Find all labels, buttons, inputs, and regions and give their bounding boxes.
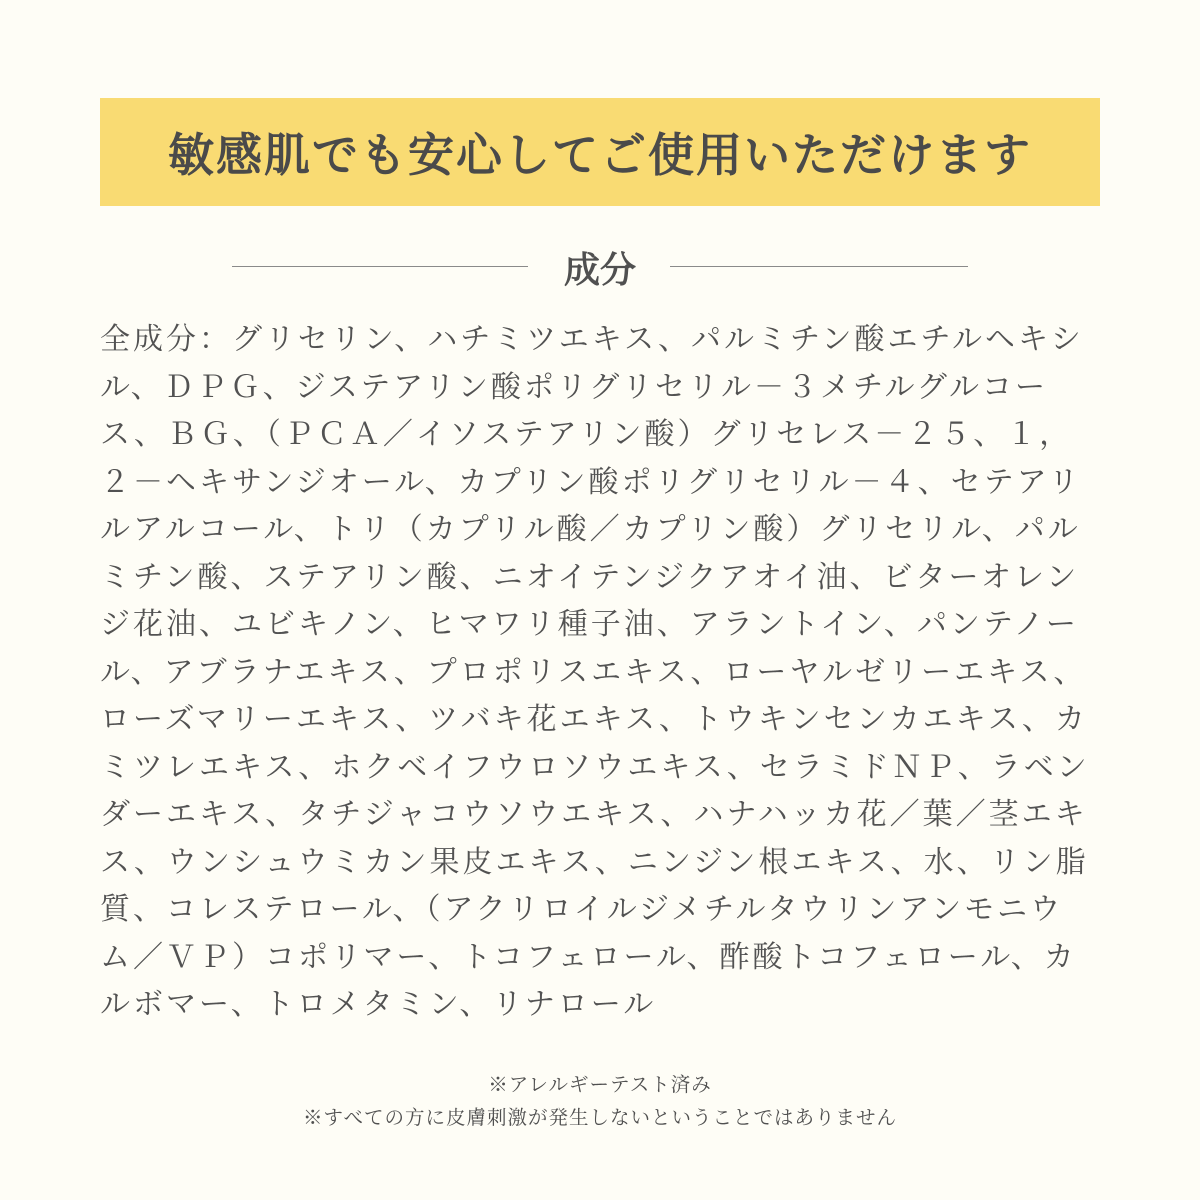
ingredients-heading-text: 成分 [563,249,636,291]
ingredients-line: ２－ヘキサンジオール、カプリン酸ポリグリセリル－４、セテアリ [100,464,1082,500]
ingredients-line: ジ花油、ユビキノン、ヒマワリ種子油、アラントイン、パンテノー [100,607,1079,642]
ingredients-line: ム／ＶＰ）コポリマー、トコフェロール、酢酸トコフェロール、カ [100,939,1077,975]
ingredients-line: ルアルコール、トリ（カプリル酸／カプリン酸）グリセリル、パル [100,512,1081,547]
ingredients-line: ル、ＤＰＧ、ジステアリン酸ポリグリセリル－３メチルグルコー [100,369,1048,405]
allergy-test-note: ※アレルギーテスト済み [488,1073,712,1096]
ingredients-line: ス、ウンシュウミカン果皮エキス、ニンジン根エキス、水、リン脂 [100,844,1089,880]
ingredients-line: ミツレエキス、ホクベイフウロソウエキス、セラミドＮＰ、ラベン [100,749,1090,785]
ingredients-line: ダーエキス、タチジャコウソウエキス、ハナハッカ花／葉／茎エキ [100,797,1088,832]
ingredients-line: 質、コレステロール、（アクリロイルジメチルタウリンアンモニウ [100,892,1064,927]
ingredients-list [100,316,1100,1029]
ingredients-line: ル、アブラナエキス、プロポリスエキス、ローヤルゼリーエキス、 [100,654,1087,690]
headline-banner [100,98,1100,206]
ingredients-line: ローズマリーエキス、ツバキ花エキス、トウキンセンカエキス、カ [100,702,1088,737]
ingredients-line: 全成分：グリセリン、ハチミツエキス、パルミチン酸エチルヘキシ [100,322,1084,357]
ingredients-heading [0,238,1200,298]
headline-text: 敏感肌でも安心してご使用いただけます [168,128,1032,182]
ingredients-line: ミチン酸、ステアリン酸、ニオイテンジクアオイ油、ビターオレン [100,559,1080,595]
heading-divider-right [670,266,968,267]
ingredients-line: ス、ＢＧ、（ＰＣＡ／イソステアリン酸）グリセレス－２５、１， [100,417,1073,452]
ingredients-line: ルボマー、トロメタミン、リナロール [100,987,657,1022]
footnotes [0,1068,1200,1134]
disclaimer-note: ※すべての方に皮膚刺激が発生しないということではありません [302,1106,898,1129]
